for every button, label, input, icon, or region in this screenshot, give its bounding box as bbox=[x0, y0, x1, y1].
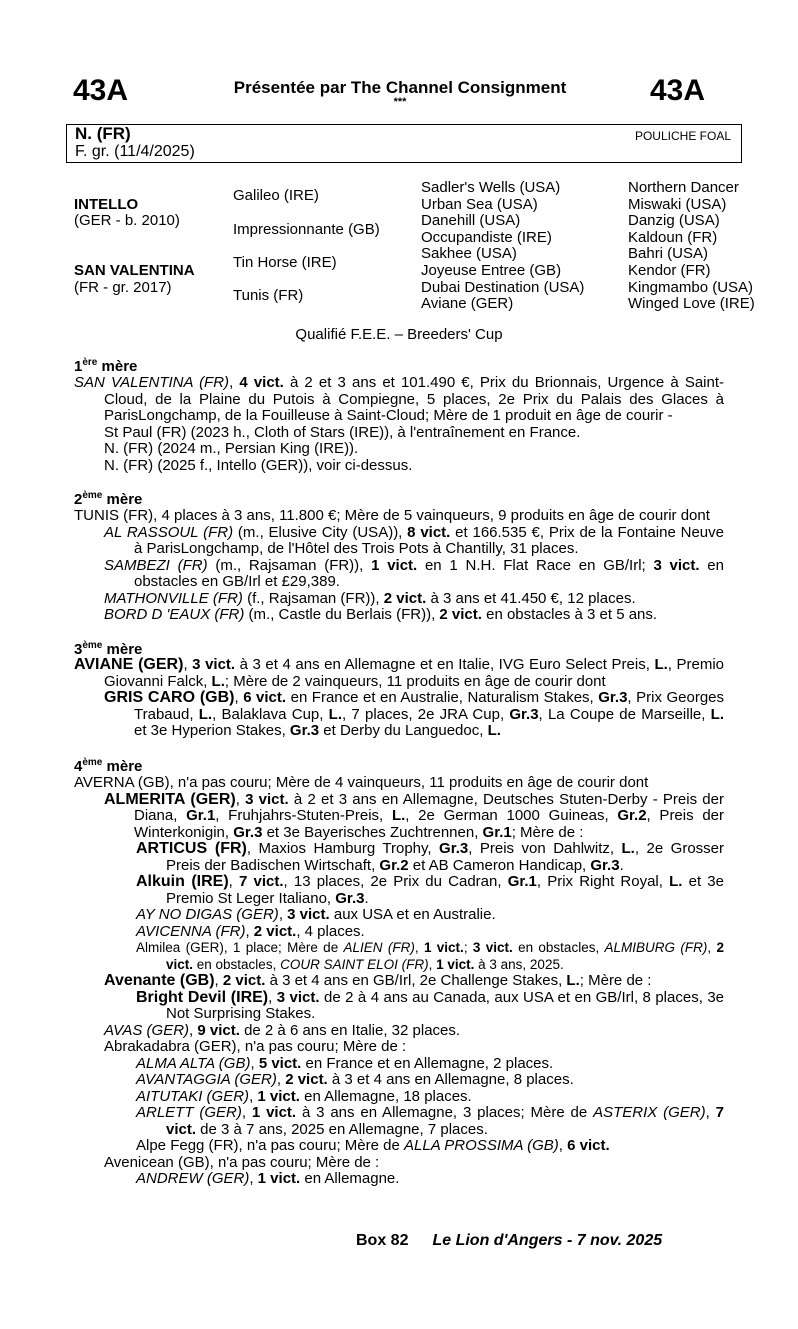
stars-rating: *** bbox=[393, 96, 407, 108]
paragraph: AVANTAGGIA (GER), 2 vict. à 3 et 4 ans en Allemagne, 8 places. bbox=[136, 1071, 574, 1088]
pedigree-gen3-item: Urban Sea (USA) bbox=[421, 195, 538, 213]
horse-name: N. (FR) bbox=[75, 124, 131, 143]
fourth-dam-block bbox=[74, 775, 724, 1188]
paragraph: Avenicean (GB), n'a pas couru; Mère de : bbox=[104, 1153, 380, 1171]
pedigree-gen3-item: Sadler's Wells (USA) bbox=[421, 179, 561, 196]
third-dam-block bbox=[74, 657, 724, 740]
paragraph: SAN VALENTINA (FR), 4 vict. à 2 et 3 ans et 101.490 €, Prix du Brionnais, Urgence à Saint-Cloud, de la Plaine du Putois à Compiegne, 5 places, 2e Prix du Palais des Glaces à ParisLongchamp, de la Fouilleuse à Saint-Cloud; Mère de 1 produit en âge de courir - bbox=[74, 374, 724, 424]
paragraph: ANDREW (GER), 1 vict. en Allemagne. bbox=[136, 1170, 400, 1187]
paragraph: AY NO DIGAS (GER), 3 vict. aux USA et en Australie. bbox=[136, 906, 496, 923]
pedigree-gen4-item: Winged Love (IRE) bbox=[628, 295, 755, 313]
lot-number-left: 43A bbox=[73, 74, 129, 107]
pedigree-gen4-item: Kingmambo (USA) bbox=[628, 278, 754, 296]
consignor-title: Présentée par The Channel Consignment bbox=[233, 78, 567, 97]
pedigree-gen3-item: Dubai Destination (USA) bbox=[421, 278, 585, 296]
paragraph: N. (FR) (2024 m., Persian King (IRE)). bbox=[104, 440, 359, 457]
section-heading-1: 1ère mère bbox=[74, 357, 138, 375]
paragraph: SAMBEZI (FR) (m., Rajsaman (FR)), 1 vict. en 1 N.H. Flat Race en GB/Irl; 3 vict. en obstacles en GB/Irl et £29,389. bbox=[104, 556, 724, 590]
pedigree-gen2-item: Tunis (FR) bbox=[233, 287, 304, 304]
section-heading-4: 4ème mère bbox=[74, 757, 143, 775]
footer bbox=[356, 1232, 662, 1250]
pedigree-gen4-item: Danzig (USA) bbox=[628, 212, 720, 230]
sale-location-date: Le Lion d'Angers - 7 nov. 2025 bbox=[432, 1232, 663, 1249]
horse-description: F. gr. (11/4/2025) bbox=[75, 143, 195, 160]
paragraph: AVAS (GER), 9 vict. de 2 à 6 ans en Italie, 32 places. bbox=[104, 1021, 461, 1039]
dam-name: SAN VALENTINA bbox=[74, 262, 195, 279]
pedigree-gen4-item: Northern Dancer bbox=[628, 179, 739, 196]
first-dam-block bbox=[74, 375, 724, 474]
paragraph: Alkuin (IRE), 7 vict., 13 places, 2e Prix du Cadran, Gr.1, Prix Right Royal, L. et 3e Premio St Leger Italiano, Gr.3. bbox=[136, 873, 724, 907]
sire-details: (GER - b. 2010) bbox=[74, 212, 180, 229]
paragraph: St Paul (FR) (2023 h., Cloth of Stars (IRE)), à l'entraînement en France. bbox=[104, 423, 581, 441]
pedigree-gen4-item: Kendor (FR) bbox=[628, 261, 711, 279]
pedigree-gen2-item: Impressionnante (GB) bbox=[233, 221, 380, 238]
pedigree-gen3-item: Joyeuse Entree (GB) bbox=[421, 261, 562, 279]
pedigree-gen2-item: Galileo (IRE) bbox=[233, 187, 319, 204]
paragraph: Abrakadabra (GER), n'a pas couru; Mère de : bbox=[104, 1038, 407, 1055]
paragraph: AVIANE (GER), 3 vict. à 3 et 4 ans en Allemagne et en Italie, IVG Euro Select Preis, L., Premio Giovanni Falck, L.; Mère de 2 vainqueurs, 11 produits en âge de courir dont bbox=[74, 656, 725, 690]
paragraph: MATHONVILLE (FR) (f., Rajsaman (FR)), 2 vict. à 3 ans et 41.450 €, 12 places. bbox=[104, 589, 636, 607]
pedigree-gen3-item: Occupandiste (IRE) bbox=[421, 228, 552, 246]
qualification: Qualifié F.E.E. – Breeders' Cup bbox=[295, 326, 503, 343]
pedigree-gen4-item: Miswaki (USA) bbox=[628, 195, 727, 213]
paragraph: BORD D 'EAUX (FR) (m., Castle du Berlais (FR)), 2 vict. en obstacles à 3 et 5 ans. bbox=[104, 606, 658, 623]
paragraph: TUNIS (FR), 4 places à 3 ans, 11.800 €; Mère de 5 vainqueurs, 9 produits en âge de courir dont bbox=[74, 507, 710, 524]
paragraph: ARTICUS (FR), Maxios Hamburg Trophy, Gr.3, Preis von Dahlwitz, L., 2e Grosser Preis der Badischen Wirtschaft, Gr.2 et AB Cameron Handicap, Gr.3. bbox=[136, 840, 725, 874]
paragraph: Alpe Fegg (FR), n'a pas couru; Mère de ALLA PROSSIMA (GB), 6 vict. bbox=[136, 1137, 610, 1154]
paragraph: AITUTAKI (GER), 1 vict. en Allemagne, 18 places. bbox=[136, 1087, 472, 1105]
paragraph: AL RASSOUL (FR) (m., Elusive City (USA)), 8 vict. et 166.535 €, Prix de la Fontaine Neuve à ParisLongchamp, de l'Hôtel des Trois Pots à Chantilly, 31 places. bbox=[104, 523, 724, 557]
pedigree-gen4-list bbox=[628, 180, 755, 313]
paragraph: ALMERITA (GER), 3 vict. à 2 et 3 ans en Allemagne, Deutsches Stuten-Derby - Preis der Diana, Gr.1, Fruhjahrs-Stuten-Preis, L., 2e German 1000 Guineas, Gr.2, Preis der Winterkonigin, Gr.3 et 3e Bayerisches Zuchtrennen, Gr.1; Mère de : bbox=[104, 790, 725, 841]
pedigree-gen3-item: Aviane (GER) bbox=[421, 295, 514, 313]
paragraph: Avenante (GB), 2 vict. à 3 et 4 ans en GB/Irl, 2e Challenge Stakes, L.; Mère de : bbox=[104, 972, 652, 989]
paragraph: AVERNA (GB), n'a pas couru; Mère de 4 vainqueurs, 11 produits en âge de courir dont bbox=[74, 774, 649, 791]
pedigree-gen4-item: Bahri (USA) bbox=[628, 245, 709, 263]
paragraph: Almilea (GER), 1 place; Mère de ALIEN (FR), 1 vict.; 3 vict. en obstacles, ALMIBURG (FR), 2 vict. en obstacles, COUR SAINT ELOI (FR), 1 vict. à 3 ans, 2025. bbox=[136, 940, 724, 972]
pedigree-gen3-list bbox=[421, 180, 584, 313]
second-dam-block bbox=[74, 508, 724, 624]
dam-details: (FR - gr. 2017) bbox=[74, 279, 172, 296]
section-heading-3: 3ème mère bbox=[74, 640, 143, 658]
pedigree-gen3-item: Danehill (USA) bbox=[421, 212, 521, 230]
section-heading-2: 2ème mère bbox=[74, 490, 143, 508]
sire-name: INTELLO bbox=[74, 196, 139, 213]
paragraph: AVICENNA (FR), 2 vict., 4 places. bbox=[136, 922, 365, 940]
paragraph: ARLETT (GER), 1 vict. à 3 ans en Allemagne, 3 places; Mère de ASTERIX (GER), 7 vict. de 3 à 7 ans, 2025 en Allemagne, 7 places. bbox=[136, 1104, 724, 1138]
paragraph: GRIS CARO (GB), 6 vict. en France et en Australie, Naturalism Stakes, Gr.3, Prix Georges Trabaud, L., Balaklava Cup, L., 7 places, 2e JRA Cup, Gr.3, La Coupe de Marseille, L. et 3e Hyperion Stakes, Gr.3 et Derby du Languedoc, L. bbox=[104, 689, 724, 739]
box-number: Box 82 bbox=[356, 1232, 409, 1249]
horse-header-box bbox=[66, 124, 742, 163]
sex-label: POULICHE FOAL bbox=[634, 129, 731, 143]
pedigree-gen3-item: Sakhee (USA) bbox=[421, 245, 517, 263]
paragraph: Bright Devil (IRE), 3 vict. de 2 à 4 ans au Canada, aux USA et en GB/Irl, 8 places, 3e Not Surprising Stakes. bbox=[136, 988, 724, 1022]
paragraph: ALMA ALTA (GB), 5 vict. en France et en Allemagne, 2 places. bbox=[136, 1054, 554, 1072]
pedigree-gen4-item: Kaldoun (FR) bbox=[628, 228, 718, 246]
lot-number-right: 43A bbox=[650, 74, 706, 107]
pedigree-gen2-item: Tin Horse (IRE) bbox=[233, 254, 337, 271]
paragraph: N. (FR) (2025 f., Intello (GER)), voir ci-dessus. bbox=[104, 456, 413, 474]
